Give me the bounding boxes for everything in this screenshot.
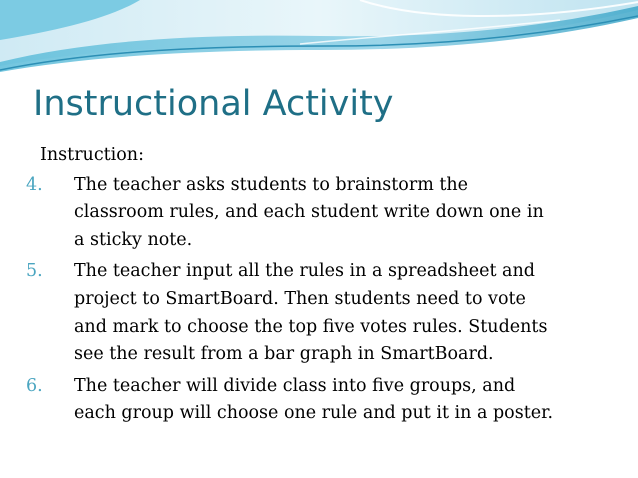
step-item	[26, 373, 630, 428]
step-text-line: each group will choose one rule and put it in a poster.	[74, 403, 554, 424]
instruction-steps	[26, 172, 630, 428]
step-text-line: a sticky note.	[74, 229, 193, 250]
step-text-line: and mark to choose the top five votes rules. Students	[74, 316, 548, 337]
step-text-line: project to SmartBoard. Then students need to vote	[74, 288, 526, 309]
step-text-line: The teacher asks students to brainstorm the	[74, 174, 469, 195]
step-number: 6.	[26, 375, 43, 396]
step-text-line: The teacher input all the rules in a spreadsheet and	[74, 261, 535, 282]
step-text-line: see the result from a bar graph in SmartBoard.	[74, 344, 494, 365]
step-item	[26, 172, 630, 255]
step-item	[26, 258, 630, 368]
step-text-line: classroom rules, and each student write down one in	[74, 202, 544, 223]
step-text-line: The teacher will divide class into five groups, and	[74, 375, 516, 396]
instruction-label: Instruction:	[40, 145, 144, 165]
step-number: 4.	[26, 174, 43, 195]
header-wave-decoration	[0, 0, 638, 80]
slide-body	[26, 142, 630, 432]
step-number: 5.	[26, 261, 43, 282]
slide-title: Instructional Activity	[33, 84, 394, 124]
